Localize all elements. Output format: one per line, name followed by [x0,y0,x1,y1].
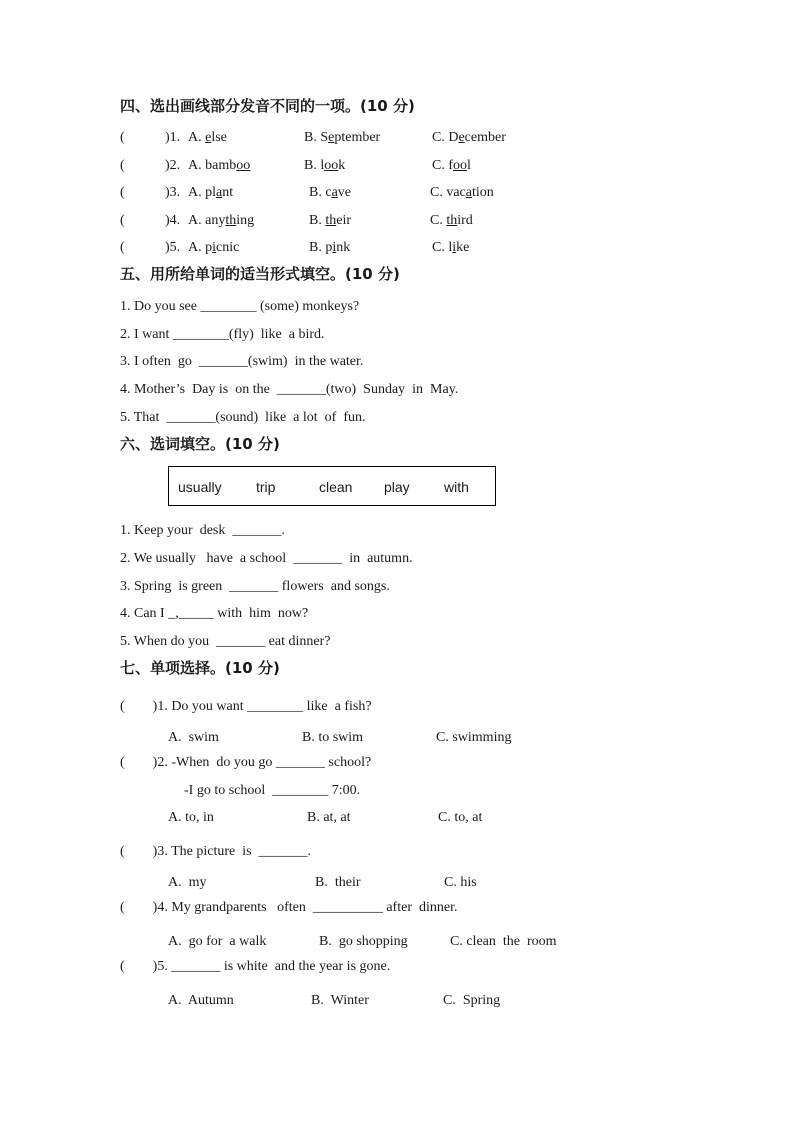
s7-q4-option-a: A. go for a walk [168,934,267,949]
option-b: B. look [304,158,346,173]
s7-q2-option-a: A. to, in [168,810,214,825]
section-5-title: 五、用所给单词的适当形式填空。(10 分) [120,265,400,283]
s6-item-5: 5. When do you _______ eat dinner? [120,634,331,649]
word-bank-word: usually [178,479,222,495]
s7-q2-stem: ( )2. -When do you go _______ school? [120,755,372,770]
s7-q4-option-b: B. go shopping [319,934,408,949]
answer-paren: ( [120,240,125,255]
option-c: C. like [432,240,470,255]
s7-q4-stem: ( )4. My grandparents often __________ after dinner. [120,900,458,915]
question-number: )2. [165,158,181,173]
option-c: C. third [430,213,473,228]
option-b: B. September [304,130,381,145]
s7-q2-stem-line2: -I go to school ________ 7:00. [184,783,361,798]
question-number: )5. [165,240,181,255]
option-c: C. December [432,130,506,145]
answer-paren: ( [120,158,125,173]
s5-item-2: 2. I want ________(fly) like a bird. [120,327,325,342]
answer-paren: ( [120,213,125,228]
word-bank-box [168,466,496,506]
s7-q2-option-b: B. at, at [307,810,351,825]
option-a: A. anything [188,213,255,228]
s7-q1-option-c: C. swimming [436,730,512,745]
answer-paren: ( [120,185,125,200]
s7-q5-stem: ( )5. _______ is white and the year is gone. [120,959,391,974]
s7-q5-option-b: B. Winter [311,993,369,1008]
s7-q1-option-b: B. to swim [302,730,364,745]
question-number: )3. [165,185,181,200]
s6-item-4: 4. Can I _,_____ with him now? [120,606,309,621]
s7-q5-option-c: C. Spring [443,993,501,1008]
s5-item-1: 1. Do you see ________ (some) monkeys? [120,299,360,314]
s7-q3-option-c: C. his [444,875,477,890]
option-b: B. pink [309,240,351,255]
s6-item-2: 2. We usually have a school _______ in autumn. [120,551,413,566]
s7-q3-option-a: A. my [168,875,207,890]
answer-paren: ( [120,130,125,145]
s7-q5-option-a: A. Autumn [168,993,234,1008]
option-b: B. cave [309,185,351,200]
option-a: A. plant [188,185,234,200]
section-6-title: 六、选词填空。(10 分) [120,435,280,453]
option-a: A. picnic [188,240,240,255]
s7-q3-option-b: B. their [315,875,361,890]
word-bank-word: with [444,479,469,495]
option-a: A. else [188,130,227,145]
word-bank-word: play [384,479,410,495]
section-4-title: 四、选出画线部分发音不同的一项。(10 分) [120,97,415,115]
s6-item-3: 3. Spring is green _______ flowers and songs. [120,579,390,594]
s5-item-4: 4. Mother’s Day is on the _______(two) Sunday in May. [120,382,459,397]
s7-q1-option-a: A. swim [168,730,219,745]
option-c: C. fool [432,158,471,173]
section-7-title: 七、单项选择。(10 分) [120,659,280,677]
s7-q3-stem: ( )3. The picture is _______. [120,844,312,859]
s5-item-3: 3. I often go _______(swim) in the water. [120,354,364,369]
s5-item-5: 5. That _______(sound) like a lot of fun. [120,410,366,425]
word-bank-word: clean [319,479,353,495]
option-a: A. bamboo [188,158,251,173]
s7-q1-stem: ( )1. Do you want ________ like a fish? [120,699,372,714]
question-number: )1. [165,130,181,145]
question-number: )4. [165,213,181,228]
word-bank-word: trip [256,479,276,495]
s7-q4-option-c: C. clean the room [450,934,557,949]
s6-item-1: 1. Keep your desk _______. [120,523,285,538]
s7-q2-option-c: C. to, at [438,810,483,825]
option-c: C. vacation [430,185,494,200]
option-b: B. their [309,213,351,228]
